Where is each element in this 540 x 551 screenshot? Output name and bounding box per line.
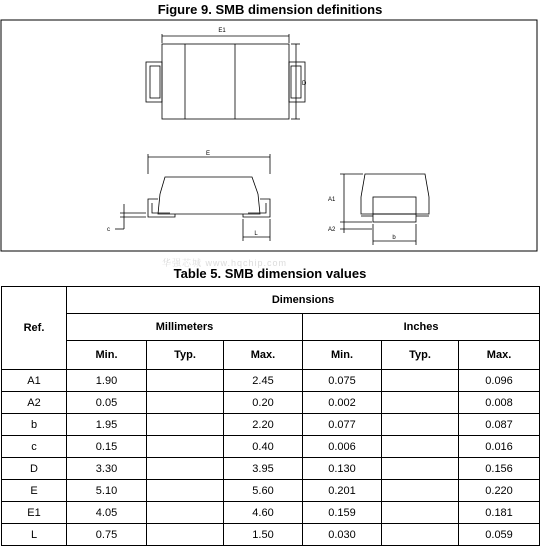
label-a2: A2 [328,227,336,233]
cell-mm-min: 1.95 [67,414,147,436]
col-header-in-typ: Typ. [382,341,459,370]
col-header-mm-min: Min. [67,341,147,370]
cell-mm-max: 5.60 [224,480,303,502]
table-title: Table 5. SMB dimension values [173,266,367,281]
cell-in-min: 0.030 [303,524,382,546]
cell-in-typ [382,458,459,480]
cell-in-typ [382,414,459,436]
cell-in-typ [382,480,459,502]
cell-mm-typ [147,436,224,458]
cell-mm-min: 4.05 [67,502,147,524]
cell-mm-min: 0.05 [67,392,147,414]
label-a1: A1 [328,197,336,203]
cell-mm-max: 0.40 [224,436,303,458]
cell-mm-typ [147,524,224,546]
cell-mm-typ [147,392,224,414]
table-row [2,392,540,414]
cell-ref: c [2,436,67,458]
cell-mm-typ [147,458,224,480]
cell-in-typ [382,502,459,524]
cell-ref: L [2,524,67,546]
inches-header: Inches [303,314,540,341]
cell-in-min: 0.075 [303,370,382,392]
col-header-in-min: Min. [303,341,382,370]
cell-in-min: 0.201 [303,480,382,502]
cell-mm-max: 4.60 [224,502,303,524]
cell-ref: D [2,458,67,480]
table-row [2,458,540,480]
cell-in-typ [382,370,459,392]
cell-mm-min: 0.75 [67,524,147,546]
cell-mm-max: 0.20 [224,392,303,414]
cell-in-typ [382,392,459,414]
cell-mm-typ [147,414,224,436]
cell-in-min: 0.077 [303,414,382,436]
table-row [2,502,540,524]
table-row [2,436,540,458]
cell-ref: E1 [2,502,67,524]
ref-header: Ref. [2,287,67,370]
millimeters-header: Millimeters [67,314,303,341]
table-row [2,370,540,392]
package-drawing [0,19,538,252]
cell-mm-max: 2.45 [224,370,303,392]
label-l: L [254,231,258,237]
cell-in-max: 0.096 [459,370,540,392]
label-e1: E1 [218,28,226,34]
cell-mm-typ [147,370,224,392]
cell-mm-min: 5.10 [67,480,147,502]
cell-ref: b [2,414,67,436]
cell-mm-max: 2.20 [224,414,303,436]
col-header-in-max: Max. [459,341,540,370]
cell-ref: E [2,480,67,502]
cell-mm-max: 3.95 [224,458,303,480]
cell-in-max: 0.059 [459,524,540,546]
table-row [2,524,540,546]
dimension-table [1,286,540,546]
cell-mm-min: 0.15 [67,436,147,458]
cell-in-min: 0.159 [303,502,382,524]
cell-in-min: 0.130 [303,458,382,480]
cell-mm-max: 1.50 [224,524,303,546]
cell-ref: A1 [2,370,67,392]
cell-in-typ [382,436,459,458]
cell-mm-min: 3.30 [67,458,147,480]
cell-in-min: 0.002 [303,392,382,414]
label-c: c [107,227,110,233]
cell-in-max: 0.156 [459,458,540,480]
dimensions-header: Dimensions [67,287,540,314]
cell-in-max: 0.181 [459,502,540,524]
cell-in-max: 0.087 [459,414,540,436]
label-b: b [392,235,396,241]
cell-ref: A2 [2,392,67,414]
watermark: 华强芯城 www.hqchip.com [162,258,288,268]
figure-title: Figure 9. SMB dimension definitions [157,2,383,17]
table-row [2,480,540,502]
cell-mm-typ [147,480,224,502]
cell-in-max: 0.016 [459,436,540,458]
cell-in-max: 0.220 [459,480,540,502]
label-d: D [302,81,307,87]
label-e: E [205,151,211,157]
cell-mm-typ [147,502,224,524]
col-header-mm-typ: Typ. [147,341,224,370]
table-row [2,414,540,436]
cell-in-typ [382,524,459,546]
cell-mm-min: 1.90 [67,370,147,392]
col-header-mm-max: Max. [224,341,303,370]
cell-in-min: 0.006 [303,436,382,458]
cell-in-max: 0.008 [459,392,540,414]
